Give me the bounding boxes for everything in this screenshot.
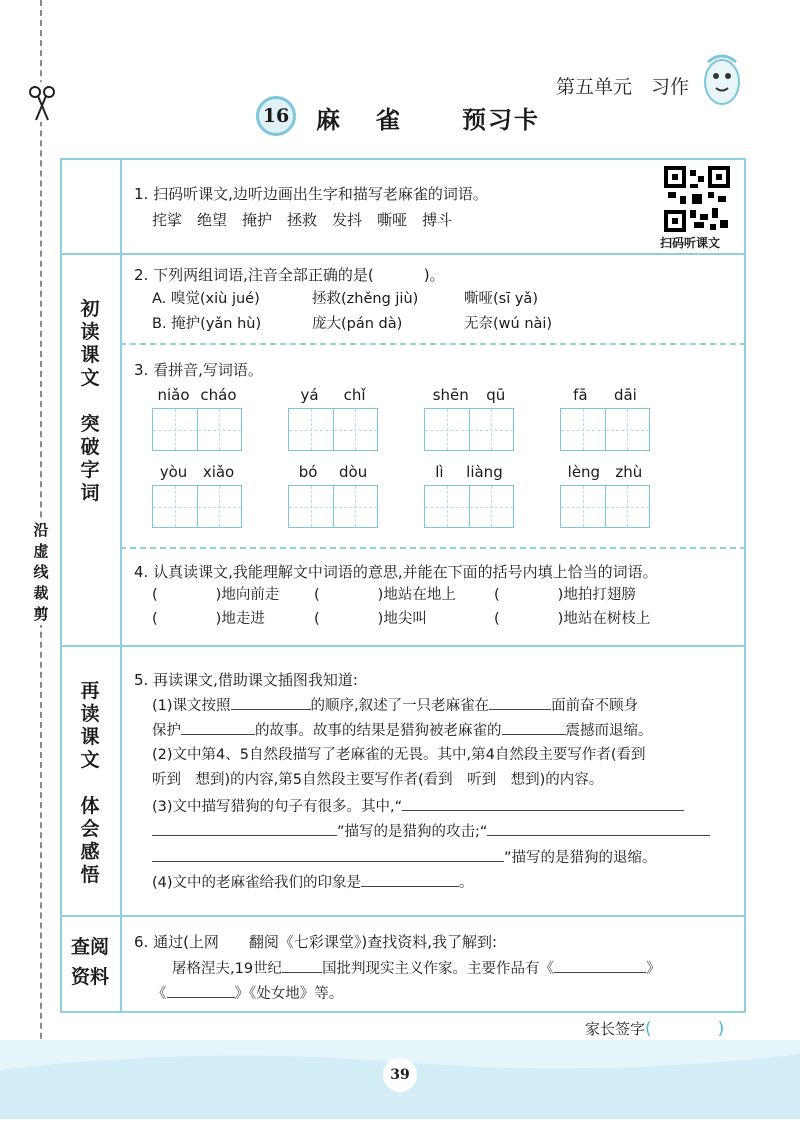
section-char — [75, 390, 105, 413]
pinyin-row — [560, 463, 650, 481]
row-divider — [120, 343, 746, 345]
answer-blank[interactable] — [554, 956, 646, 973]
signature-label: 家长签字 — [585, 1020, 646, 1038]
section-label-research — [66, 932, 114, 992]
pinyin-row — [288, 386, 378, 404]
word: 搏斗 — [422, 211, 453, 229]
section-label-first-reading — [75, 298, 105, 505]
qr-code-icon[interactable] — [664, 166, 730, 232]
writing-grid[interactable] — [560, 408, 650, 451]
answer-blank[interactable] — [361, 870, 459, 887]
row-divider — [60, 253, 746, 255]
writing-grid[interactable] — [152, 485, 242, 528]
text-segment: ”描写的是猎狗的攻击;“ — [337, 824, 488, 840]
word: 拯救 — [287, 211, 318, 229]
pinyin: fā — [573, 386, 588, 404]
section-char: 初 — [80, 298, 100, 320]
paren-close: ) — [377, 611, 384, 627]
section-char: 字 — [80, 459, 100, 481]
pinyin: lèng — [567, 463, 601, 481]
page-number: 39 — [383, 1058, 417, 1092]
phrase: 地站在树枝上 — [563, 611, 651, 627]
text-segment: (1)课文按照 — [152, 698, 231, 714]
text-segment: (4)文中的老麻雀给我们的印象是 — [152, 875, 362, 891]
text-segment: 。 — [459, 875, 474, 891]
text-segment: 《 — [152, 986, 167, 1002]
text-segment: 震撼而退缩。 — [565, 723, 653, 739]
writing-grid[interactable] — [560, 485, 650, 528]
pinyin: xiǎo — [202, 463, 235, 481]
pinyin-row — [152, 463, 242, 481]
phrase: 地站在地上 — [383, 587, 456, 603]
pinyin: yá — [300, 386, 319, 404]
option-b-word-2: 庞大(pán dà) — [312, 316, 403, 332]
answer-blank[interactable] — [502, 718, 566, 735]
answer-blank[interactable] — [487, 819, 710, 836]
cut-label-char: 线 — [33, 563, 49, 581]
question-1: 1. 扫码听课文,边听边画出生字和描写老麻雀的词语。 — [134, 185, 488, 203]
writing-grid[interactable] — [288, 485, 378, 528]
pinyin-row — [424, 386, 514, 404]
unit-label: 第五单元 习作 — [556, 76, 690, 98]
pinyin: dāi — [613, 386, 637, 404]
question-5-line-5 — [152, 794, 684, 820]
section-char: 体 — [80, 795, 100, 817]
question-5-line-8 — [152, 870, 474, 896]
word: 绝望 — [197, 211, 228, 229]
pinyin-row — [288, 463, 378, 481]
writing-grid[interactable] — [424, 408, 514, 451]
pinyin: lì — [435, 463, 444, 481]
section-label-second-reading — [75, 680, 105, 887]
pinyin: cháo — [200, 386, 237, 404]
question-5: 5. 再读课文,借助课文插图我知道: — [134, 671, 358, 689]
answer-blank[interactable] — [402, 794, 684, 811]
section-char: 悟 — [80, 864, 100, 886]
answer-blank[interactable] — [152, 819, 337, 836]
section-char: 词 — [80, 482, 100, 504]
row-divider — [60, 645, 746, 647]
lesson-title: 麻雀 — [316, 105, 436, 134]
paren-open: ( — [645, 1019, 652, 1039]
text-segment: 》 — [646, 961, 661, 977]
paren-close: ) — [557, 611, 564, 627]
section-char: 课 — [80, 726, 100, 748]
option-a-word-2: 拯救(zhěng jiù) — [312, 291, 419, 307]
question-5-line-7 — [152, 845, 657, 871]
answer-blank[interactable] — [282, 956, 322, 973]
pinyin: yòu — [159, 463, 188, 481]
question-2-end: )。 — [423, 266, 445, 284]
pinyin-row — [424, 463, 514, 481]
answer-blank[interactable] — [181, 718, 255, 735]
pinyin-item — [560, 463, 650, 528]
question-6-line-1 — [172, 956, 661, 982]
pinyin: liàng — [466, 463, 503, 481]
text-segment: (3)文中描写猎狗的句子有很多。其中,“ — [152, 799, 403, 815]
section-char: 文 — [80, 749, 100, 771]
paren-close: ) — [557, 587, 564, 603]
qr-label: 扫码听课文 — [660, 236, 721, 250]
question-6: 6. 通过(上网 翻阅《七彩课堂》)查找资料,我了解到: — [134, 933, 498, 951]
lesson-number: 16 — [256, 96, 296, 136]
question-2 — [134, 263, 445, 287]
paren-open: ( — [152, 611, 158, 627]
paren-open: ( — [494, 587, 500, 603]
pinyin: qū — [486, 386, 506, 404]
cut-label-char: 沿 — [33, 521, 49, 539]
section-char — [75, 772, 105, 795]
pinyin: chǐ — [343, 386, 366, 404]
pinyin-item — [152, 386, 242, 451]
pinyin: niǎo — [157, 386, 190, 404]
question-2-text: 2. 下列两组词语,注音全部正确的是( — [134, 266, 374, 284]
scissors-icon — [26, 82, 58, 122]
question-5-line-4: 听到 想到)的内容,第5自然段主要写作者(看到 听到 想到)的内容。 — [152, 772, 604, 788]
writing-grid[interactable] — [152, 408, 242, 451]
question-6-line-2 — [152, 981, 343, 1007]
pinyin-item — [424, 463, 514, 528]
section-char: 突 — [80, 413, 100, 435]
section-char: 课 — [80, 344, 100, 366]
cut-label-char: 裁 — [33, 584, 49, 602]
text-segment: 屠格涅夫,19世纪 — [172, 961, 283, 977]
phrase: 地尖叫 — [383, 611, 427, 627]
pinyin: bó — [298, 463, 318, 481]
section-char: 读 — [80, 703, 100, 725]
cut-label — [30, 520, 52, 625]
section-char: 再 — [80, 680, 100, 702]
question-5-line-3: (2)文中第4、5自然段描写了老麻雀的无畏。其中,第4自然段主要写作者(看到 — [152, 747, 646, 763]
section-char: 文 — [80, 367, 100, 389]
text-segment: 国批判现实主义作家。主要作品有《 — [322, 961, 555, 977]
phrase: 地拍打翅膀 — [563, 587, 636, 603]
word: 发抖 — [332, 211, 363, 229]
section-char: 读 — [80, 321, 100, 343]
question-3: 3. 看拼音,写词语。 — [134, 361, 263, 379]
option-b-word-3: 无奈(wú nài) — [464, 316, 553, 332]
pinyin: shēn — [432, 386, 469, 404]
section-char: 会 — [80, 818, 100, 840]
option-a-word-3: 嘶哑(sī yǎ) — [464, 291, 538, 307]
text-segment: 的顺序,叙述了一只老麻雀在 — [310, 698, 490, 714]
paren-open: ( — [314, 611, 320, 627]
word: 掩护 — [242, 211, 273, 229]
section-char: 资料 — [70, 966, 109, 988]
answer-blank[interactable] — [231, 693, 311, 710]
mascot-icon — [698, 48, 746, 112]
cut-label-char: 剪 — [33, 605, 49, 623]
option-a-word-1: A. 嗅觉(xiù jué) — [152, 291, 260, 307]
pinyin-item — [288, 386, 378, 451]
paren-close: ) — [717, 1019, 725, 1039]
pinyin-item — [152, 463, 242, 528]
card-title: 预习卡 — [462, 105, 540, 134]
writing-grid[interactable] — [288, 408, 378, 451]
paren-close: ) — [215, 611, 222, 627]
row-divider — [60, 915, 746, 917]
parent-signature — [585, 1018, 724, 1039]
column-divider — [120, 158, 122, 1013]
option-b-word-1: B. 掩护(yǎn hù) — [152, 316, 262, 332]
pinyin-row — [560, 386, 650, 404]
paren-close: ) — [377, 587, 384, 603]
pinyin-item — [424, 386, 514, 451]
row-divider — [120, 547, 746, 549]
text-segment: 的故事。故事的结果是猎狗被老麻雀的 — [255, 723, 502, 739]
writing-grid[interactable] — [424, 485, 514, 528]
answer-blank[interactable] — [489, 693, 551, 710]
paren-close: ) — [215, 587, 222, 603]
pinyin: zhù — [615, 463, 643, 481]
question-5-line-2 — [152, 718, 653, 744]
word: 嘶哑 — [377, 211, 408, 229]
paren-open: ( — [494, 611, 500, 627]
text-segment: ”描写的是猎狗的退缩。 — [504, 850, 657, 866]
question-5-line-6 — [152, 819, 710, 845]
pinyin-row — [152, 386, 242, 404]
paren-open: ( — [152, 587, 158, 603]
question-1-words — [152, 208, 452, 232]
text-segment: 》《处女地》等。 — [234, 986, 344, 1002]
paren-open: ( — [314, 587, 320, 603]
question-4: 4. 认真读课文,我能理解文中词语的意思,并能在下面的括号内填上恰当的词语。 — [134, 563, 658, 581]
phrase: 地走进 — [221, 611, 265, 627]
text-segment: 保护 — [152, 723, 181, 739]
cut-label-char: 虚 — [33, 542, 49, 560]
answer-blank[interactable] — [152, 845, 504, 862]
section-char: 感 — [80, 841, 100, 863]
text-segment: 面前奋不顾身 — [551, 698, 639, 714]
word: 挓挲 — [152, 211, 183, 229]
question-5-line-1 — [152, 693, 638, 719]
phrase: 地向前走 — [221, 587, 280, 603]
pinyin-item — [288, 463, 378, 528]
section-char: 破 — [80, 436, 100, 458]
section-char: 查阅 — [70, 936, 109, 958]
pinyin-item — [560, 386, 650, 451]
answer-blank[interactable] — [167, 981, 235, 998]
pinyin: dòu — [339, 463, 368, 481]
